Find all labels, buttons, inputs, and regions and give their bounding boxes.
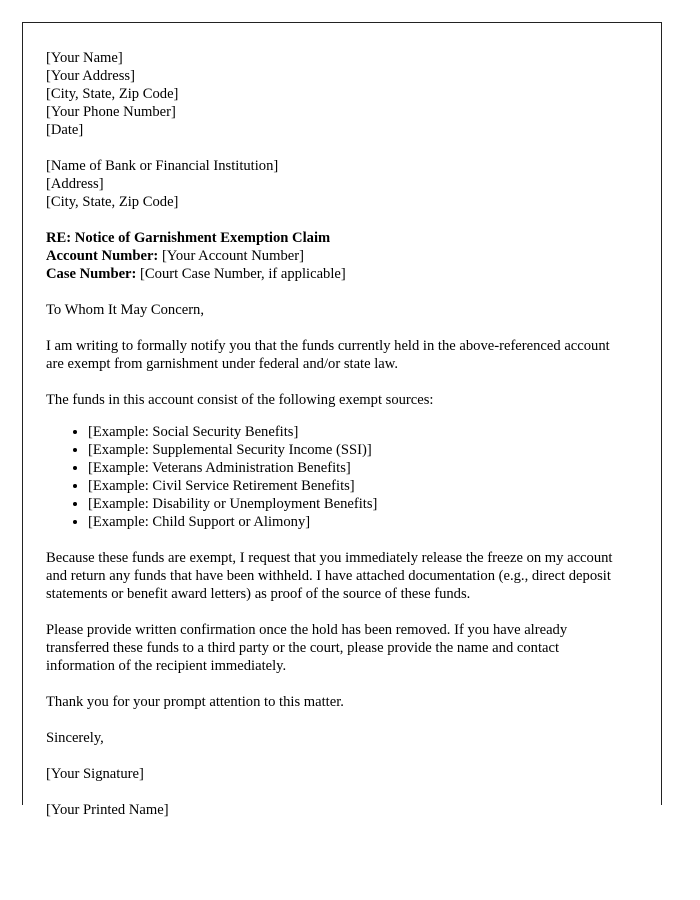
document-page <box>22 22 662 818</box>
spacer-before-closing <box>46 711 616 729</box>
spacer-after-salutation <box>46 319 616 337</box>
spacer-after-sender <box>46 139 616 157</box>
case-number-line <box>46 265 616 283</box>
re-subject-line: RE: Notice of Garnishment Exemption Claim <box>46 230 331 246</box>
sender-street-address: [Your Address] <box>46 68 135 84</box>
sender-city-state-zip: [City, State, Zip Code] <box>46 86 179 102</box>
account-number-label: Account Number: <box>46 248 159 264</box>
salutation: To Whom It May Concern, <box>46 302 204 318</box>
printed-name-placeholder: [Your Printed Name] <box>46 802 169 818</box>
recipient-address-block <box>46 157 616 211</box>
spacer-before-printed-name <box>46 783 616 801</box>
letter-body <box>46 49 616 819</box>
account-number-placeholder: [Your Account Number] <box>161 248 304 264</box>
body-paragraph-4: Please provide written confirmation once the hold has been removed. If you have already transferred these funds to a third party or the court, please provide the name and contact information of the recipient immediately. <box>46 622 568 674</box>
sender-address-block <box>46 49 616 139</box>
subject-block <box>46 229 616 283</box>
sender-name: [Your Name] <box>46 50 123 66</box>
case-number-label: Case Number: <box>46 266 137 282</box>
letter-date: [Date] <box>46 122 84 138</box>
recipient-city-state-zip: [City, State, Zip Code] <box>46 194 179 210</box>
list-item: • [Example: Social Security Benefits] <box>88 423 616 441</box>
case-number-placeholder: [Court Case Number, if applicable] <box>140 266 346 282</box>
spacer-after-paragraph-4 <box>46 675 616 693</box>
recipient-street-address: [Address] <box>46 176 104 192</box>
signature-placeholder: [Your Signature] <box>46 766 144 782</box>
spacer-after-paragraph-3 <box>46 603 616 621</box>
spacer-after-list <box>46 531 616 549</box>
spacer-before-list <box>46 409 616 423</box>
spacer-after-subject <box>46 283 616 301</box>
body-paragraph-5: Thank you for your prompt attention to this matter. <box>46 694 344 710</box>
list-item: • [Example: Child Support or Alimony] <box>88 513 616 531</box>
recipient-institution-name: [Name of Bank or Financial Institution] <box>46 158 279 174</box>
closing-salutation: Sincerely, <box>46 730 104 746</box>
list-item: • [Example: Veterans Administration Benefits] <box>88 459 616 477</box>
body-paragraph-1: I am writing to formally notify you that the funds currently held in the above-referenced account are exempt from garnishment under federal and/or state law. <box>46 338 610 372</box>
list-item: • [Example: Supplemental Security Income (SSI)] <box>88 441 616 459</box>
spacer-after-paragraph-1 <box>46 373 616 391</box>
list-item: • [Example: Civil Service Retirement Benefits] <box>88 477 616 495</box>
spacer-after-recipient <box>46 211 616 229</box>
list-item: • [Example: Disability or Unemployment Benefits] <box>88 495 616 513</box>
sender-phone-number: [Your Phone Number] <box>46 104 176 120</box>
body-paragraph-2: The funds in this account consist of the following exempt sources: <box>46 392 434 408</box>
spacer-before-signature <box>46 747 616 765</box>
body-paragraph-3: Because these funds are exempt, I request that you immediately release the freeze on my account and return any funds that have been withheld. I have attached documentation (e.g., direct deposit statements or benefit award letters) as proof of the source of these funds. <box>46 550 613 602</box>
account-number-line <box>46 247 616 265</box>
exempt-sources-list <box>46 423 616 531</box>
